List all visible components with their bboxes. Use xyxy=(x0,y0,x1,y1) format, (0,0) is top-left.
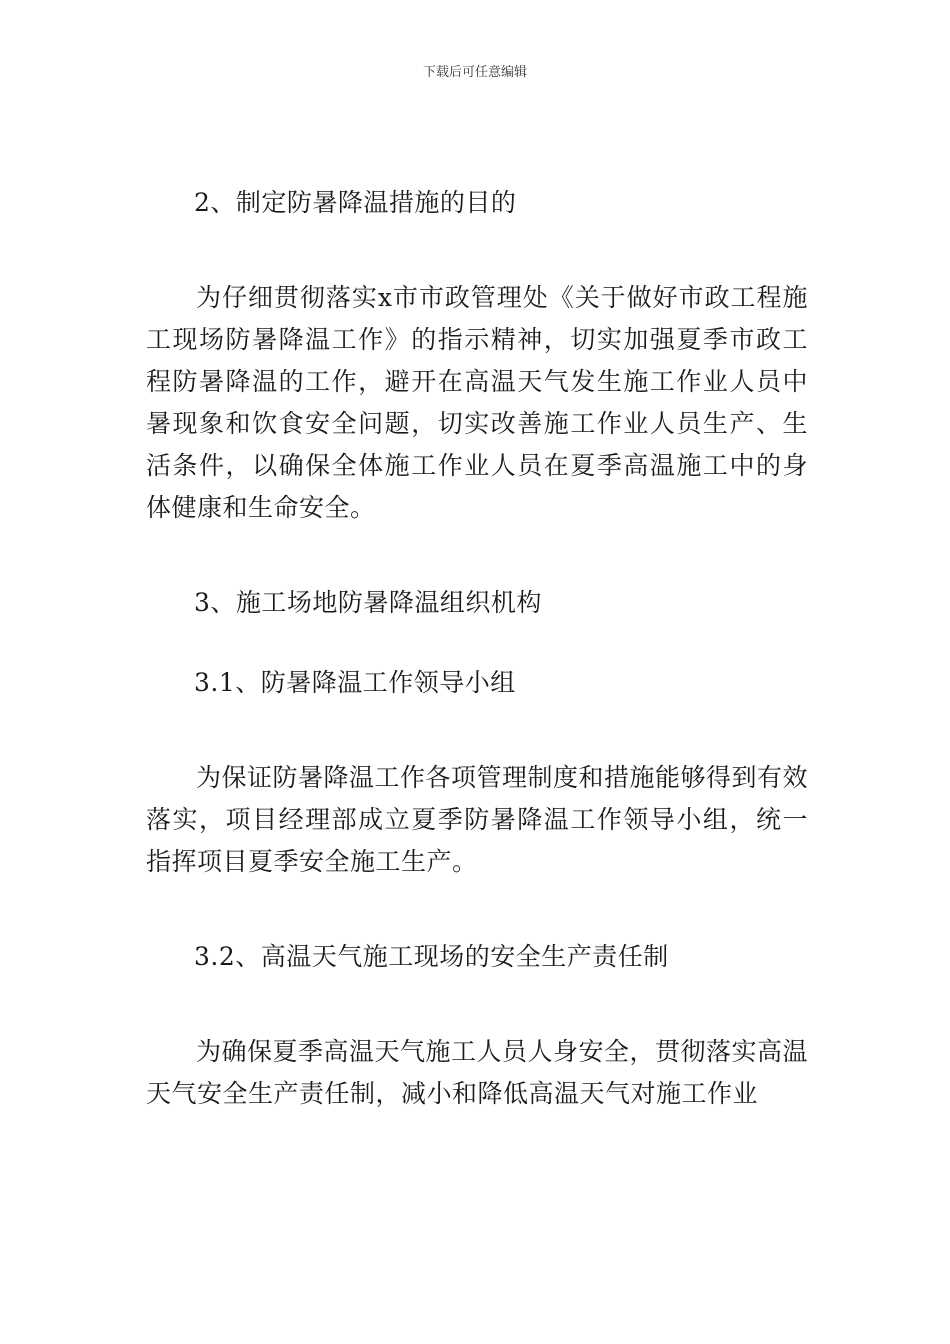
page-header-note: 下载后可任意编辑 xyxy=(422,65,527,80)
paragraph-purpose: 为仔细贯彻落实x市市政管理处《关于做好市政工程施工现场防暑降温工作》的指示精神，切实加强夏季市政工程防暑降温的工作，避开在高温天气发生施工作业人员中暑现象和饮食安全问题，切实改善施工作业人员生产、生活条件，以确保全体施工作业人员在夏季高温施工中的身体健康和生命安全。 xyxy=(146,283,808,522)
paragraph-responsibility: 为确保夏季高温天气施工人员人身安全，贯彻落实高温天气安全生产责任制，减小和降低高温天气对施工作业 xyxy=(146,1037,809,1108)
section-heading-2: 2、制定防暑降温措施的目的 xyxy=(194,188,517,217)
section-heading-3: 3、施工场地防暑降温组织机构 xyxy=(194,588,542,617)
section-heading-3-1: 3.1、防暑降温工作领导小组 xyxy=(194,668,516,697)
paragraph-leadership-group: 为保证防暑降温工作各项管理制度和措施能够得到有效落实，项目经理部成立夏季防暑降温工作领导小组，统一指挥项目夏季安全施工生产。 xyxy=(146,763,809,876)
document-body xyxy=(146,182,808,1115)
section-heading-3-2: 3.2、高温天气施工现场的安全生产责任制 xyxy=(194,942,669,971)
